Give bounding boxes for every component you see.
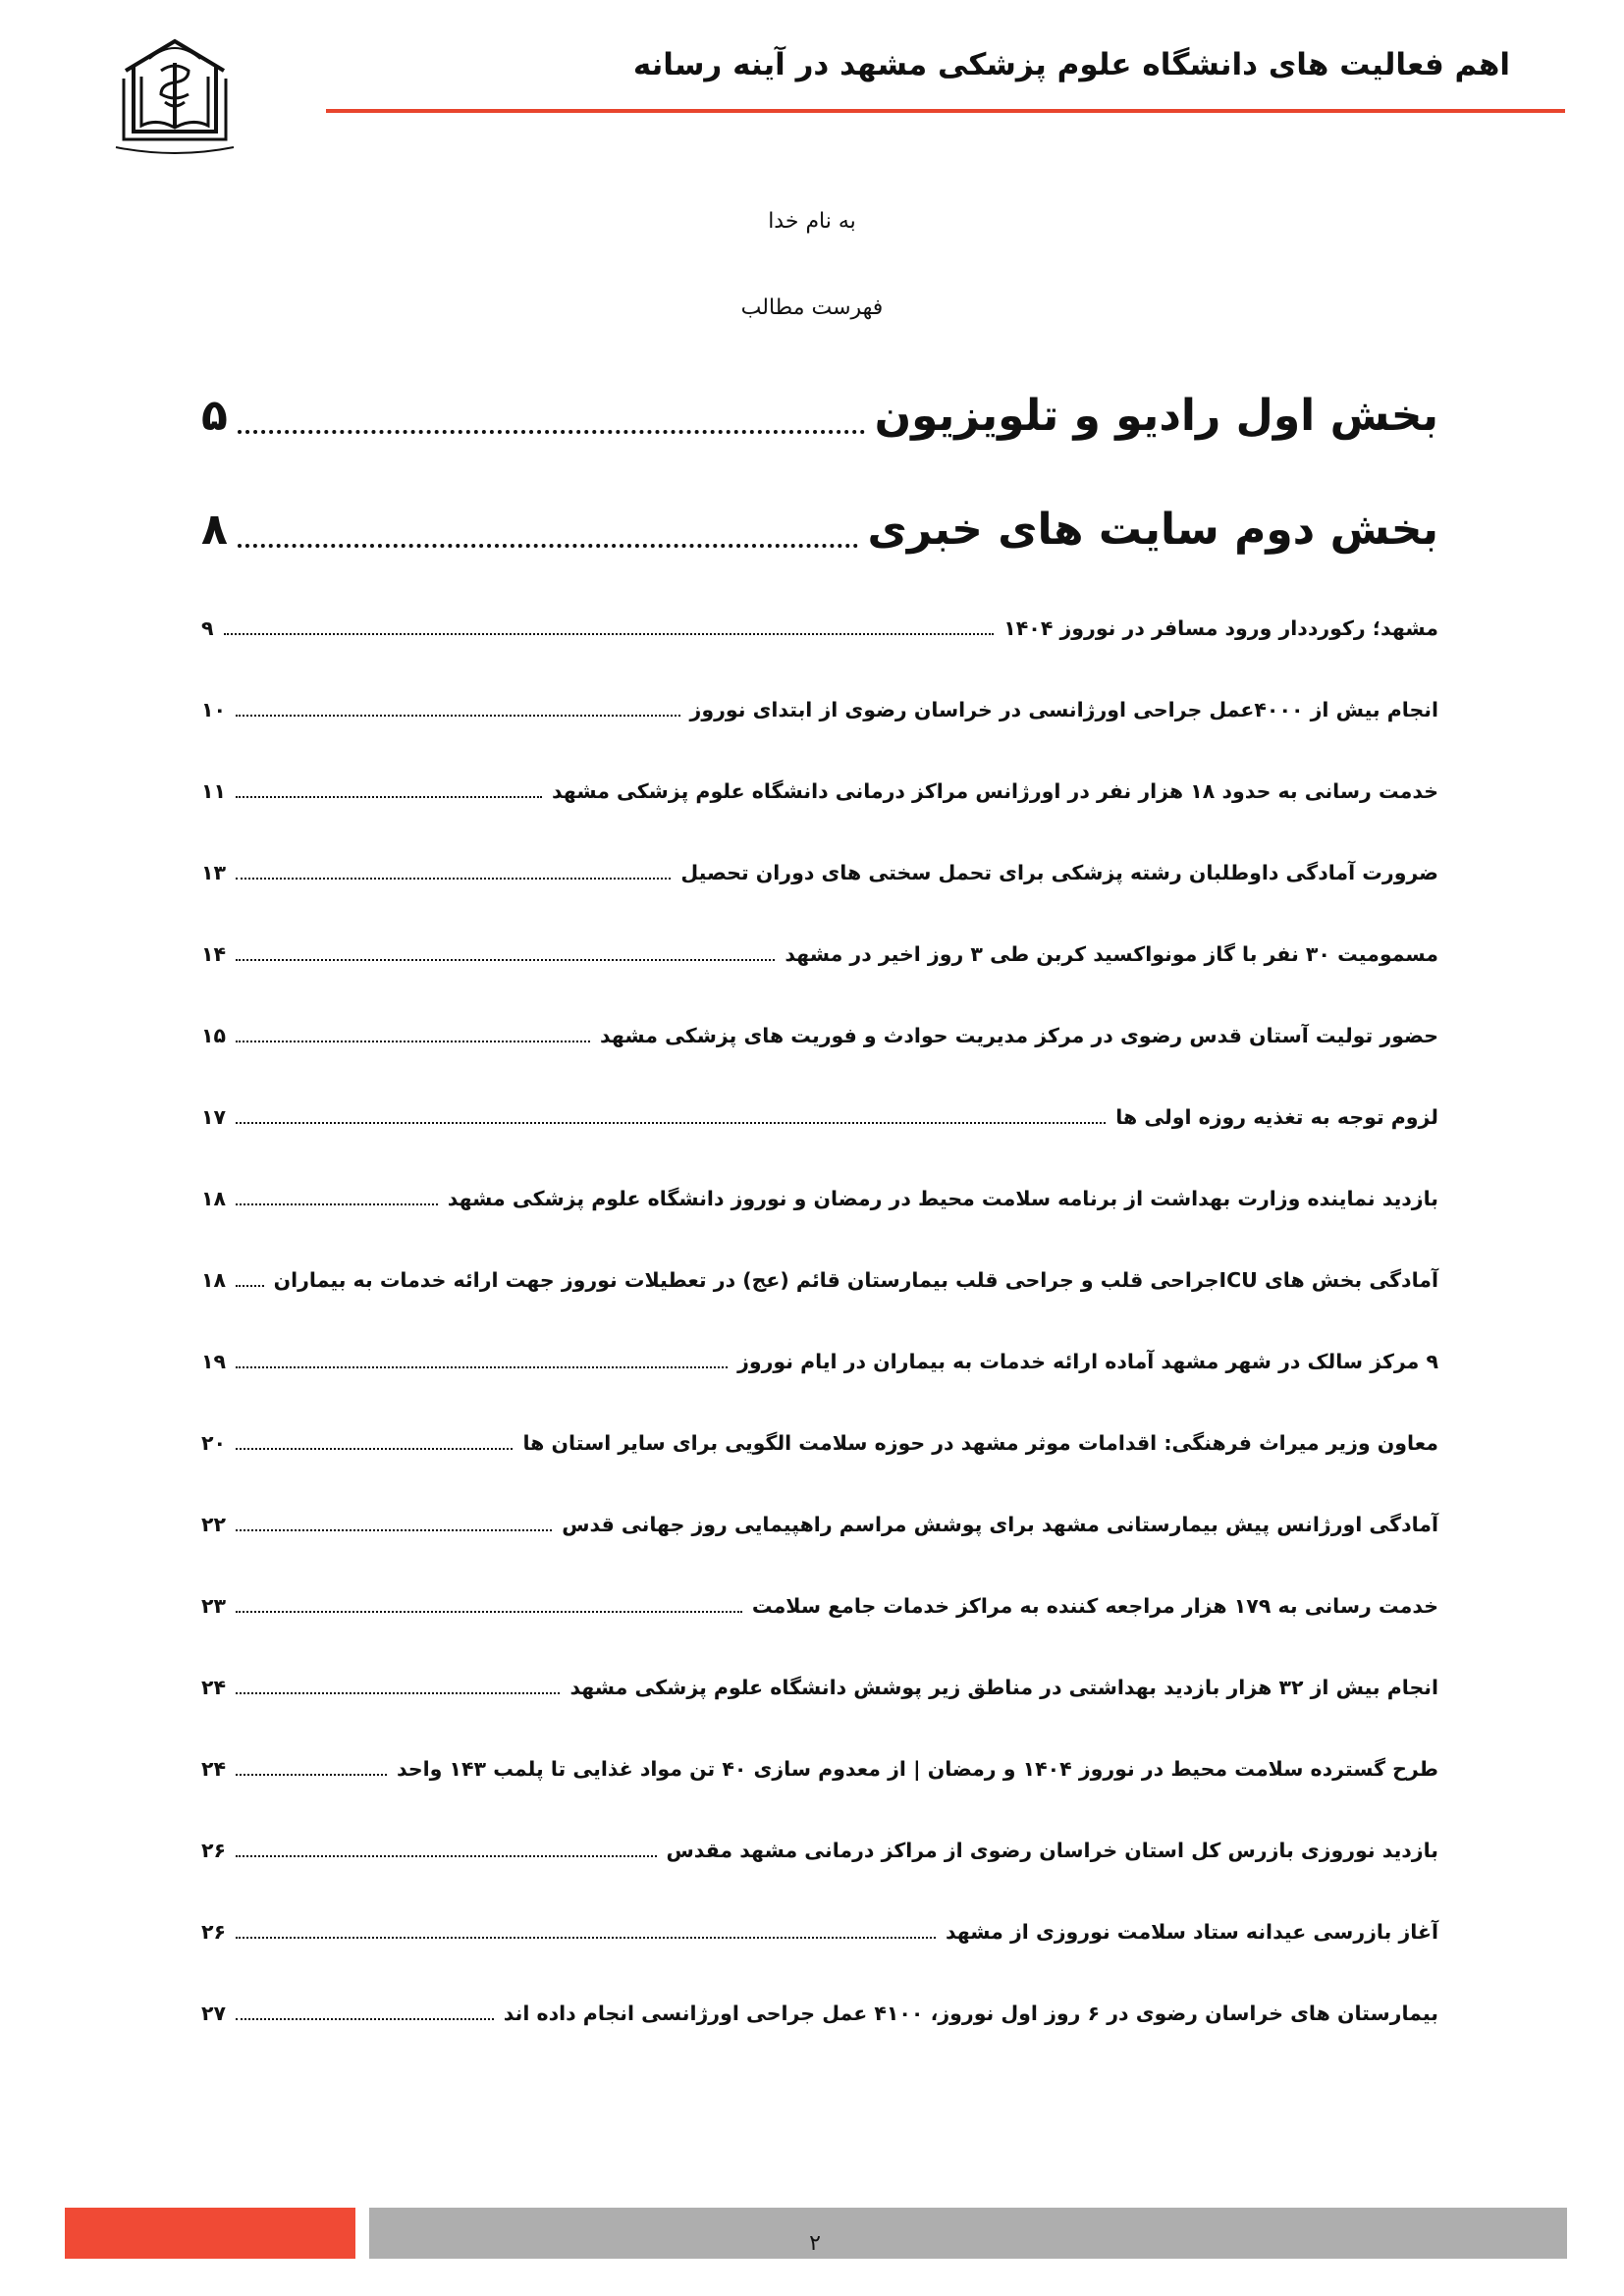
toc-page-number: ۱۹ <box>201 1350 227 1373</box>
toc-entry-label: خدمت رسانی به حدود ۱۸ هزار نفر در اورژانس مراکز درمانی دانشگاه علوم پزشکی مشهد <box>551 779 1438 803</box>
dot-leader <box>236 878 671 880</box>
dot-leader <box>236 1448 513 1450</box>
toc-page-number: ۵ <box>201 391 228 441</box>
toc-page-number: ۱۸ <box>201 1187 227 1210</box>
toc-section-label: بخش دوم سایت های خبری <box>867 505 1438 555</box>
toc-entry[interactable] <box>201 1918 1438 1946</box>
toc-entry[interactable] <box>201 1429 1438 1457</box>
toc-entry-label: انجام بیش از ۴۰۰۰عمل جراحی اورژانسی در خراسان رضوی از ابتدای نوروز <box>689 698 1438 721</box>
toc-entry-label: طرح گسترده سلامت محیط در نوروز ۱۴۰۴ و رمضان | از معدوم سازی ۴۰ تن مواد غذایی تا پلمب ۱۴۳ واحد <box>397 1757 1438 1781</box>
toc-entry-label: بازدید نوروزی بازرس کل استان خراسان رضوی از مراکز درمانی مشهد مقدس <box>666 1839 1438 1862</box>
dot-leader <box>236 1611 742 1613</box>
toc-entry[interactable] <box>201 1185 1438 1212</box>
toc-entry-label: ۹ مرکز سالک در شهر مشهد آماده ارائه خدمات به بیماران در ایام نوروز <box>737 1350 1438 1373</box>
toc-entry[interactable] <box>201 1837 1438 1864</box>
dot-leader <box>236 1529 552 1531</box>
toc-entry-label: معاون وزیر میراث فرهنگی: اقدامات موثر مشهد در حوزه سلامت الگویی برای سایر استان ها <box>522 1431 1438 1455</box>
dot-leader <box>236 1937 936 1939</box>
university-logo <box>106 37 244 165</box>
toc-page-number: ۲۷ <box>201 2002 227 2025</box>
dot-leader <box>236 1692 560 1694</box>
page-number: ۲ <box>809 2231 821 2256</box>
toc-entry-label: آمادگی بخش های ICUجراحی قلب و جراحی قلب بیمارستان قائم (عج) در تعطیلات نوروز جهت ارائه خدمات به بیماران <box>273 1268 1438 1292</box>
toc-entry[interactable] <box>201 1755 1438 1783</box>
toc-section-news-sites[interactable] <box>201 501 1438 560</box>
university-emblem-icon <box>106 37 244 165</box>
dot-leader <box>224 633 995 635</box>
dot-leader <box>236 1855 656 1857</box>
footer-red-bar <box>65 2208 355 2259</box>
toc-entry[interactable] <box>201 1266 1438 1294</box>
toc-title: فهرست مطالب <box>740 295 884 320</box>
dot-leader <box>236 959 775 961</box>
toc-entry[interactable] <box>201 1674 1438 1701</box>
toc-entry[interactable] <box>201 777 1438 805</box>
toc-entry[interactable] <box>201 859 1438 886</box>
toc-entry[interactable] <box>201 2000 1438 2027</box>
toc-page-number: ۱۴ <box>201 942 227 966</box>
toc-entry-label: آغاز بازرسی عیدانه ستاد سلامت نوروزی از مشهد <box>945 1920 1438 1944</box>
footer-grey-bar <box>369 2208 1567 2259</box>
toc-entry-label: لزوم توجه به تغذیه روزه اولی ها <box>1115 1105 1438 1129</box>
toc-entry[interactable] <box>201 696 1438 723</box>
toc-page-number: ۲۴ <box>201 1757 227 1781</box>
toc-entry-label: بازدید نماینده وزارت بهداشت از برنامه سلامت محیط در رمضان و نوروز دانشگاه علوم پزشکی مشهد <box>447 1187 1438 1210</box>
toc-entry-label: حضور تولیت آستان قدس رضوی در مرکز مدیریت حوادث و فوریت های پزشکی مشهد <box>600 1024 1438 1047</box>
toc-entry-label: مشهد؛ رکورددار ورود مسافر در نوروز ۱۴۰۴ <box>1003 616 1438 640</box>
toc-page-number: ۸ <box>201 505 228 555</box>
toc-page-number: ۲۶ <box>201 1839 227 1862</box>
toc-entry[interactable] <box>201 1348 1438 1375</box>
dot-leader <box>238 430 865 434</box>
dot-leader <box>236 796 542 798</box>
header-rule <box>326 109 1565 113</box>
toc-page-number: ۱۱ <box>201 779 227 803</box>
dot-leader <box>236 1203 438 1205</box>
dot-leader <box>236 1366 728 1368</box>
toc-page-number: ۲۳ <box>201 1594 227 1618</box>
toc-page-number: ۲۶ <box>201 1920 227 1944</box>
toc-entry[interactable] <box>201 940 1438 968</box>
toc-entry[interactable] <box>201 1103 1438 1131</box>
toc-page-number: ۱۳ <box>201 861 227 884</box>
toc-entry-label: بیمارستان های خراسان رضوی در ۶ روز اول نوروز، ۴۱۰۰ عمل جراحی اورژانسی انجام داده اند <box>503 2002 1438 2025</box>
toc-page-number: ۲۰ <box>201 1431 227 1455</box>
toc-entry[interactable] <box>201 1511 1438 1538</box>
toc-page-number: ۱۷ <box>201 1105 227 1129</box>
dot-leader <box>236 1122 1106 1124</box>
toc-entry[interactable] <box>201 1592 1438 1620</box>
basmala: به نام خدا <box>768 209 856 234</box>
dot-leader <box>236 2018 494 2020</box>
toc-page-number: ۱۸ <box>201 1268 227 1292</box>
toc-page-number: ۲۴ <box>201 1676 227 1699</box>
dot-leader <box>236 1774 387 1776</box>
toc-page-number: ۱۰ <box>201 698 227 721</box>
toc-section-label: بخش اول رادیو و تلویزیون <box>874 391 1438 441</box>
toc-page-number: ۲۲ <box>201 1513 227 1536</box>
dot-leader <box>238 544 858 548</box>
toc-entry-label: انجام بیش از ۳۲ هزار بازدید بهداشتی در مناطق زیر پوشش دانشگاه علوم پزشکی مشهد <box>569 1676 1438 1699</box>
header-title: اهم فعالیت های دانشگاه علوم پزشکی مشهد در آینه رسانه <box>632 47 1510 82</box>
dot-leader <box>236 715 680 717</box>
toc-entry[interactable] <box>201 614 1438 642</box>
toc-page-number: ۱۵ <box>201 1024 227 1047</box>
toc-entry[interactable] <box>201 1022 1438 1049</box>
toc-section-radio-tv[interactable] <box>201 387 1438 446</box>
toc-page-number: ۹ <box>201 616 214 640</box>
toc-entry-label: آمادگی اورژانس پیش بیمارستانی مشهد برای پوشش مراسم راهپیمایی روز جهانی قدس <box>562 1513 1438 1536</box>
dot-leader <box>236 1041 590 1042</box>
dot-leader <box>236 1285 264 1287</box>
toc-entry-label: خدمت رسانی به ۱۷۹ هزار مراجعه کننده به مراکز خدمات جامع سلامت <box>751 1594 1438 1618</box>
toc-entry-label: ضرورت آمادگی داوطلبان رشته پزشکی برای تحمل سختی های دوران تحصیل <box>680 861 1438 884</box>
toc-entry-label: مسمومیت ۳۰ نفر با گاز مونواکسید کربن طی ۳ روز اخیر در مشهد <box>785 942 1438 966</box>
